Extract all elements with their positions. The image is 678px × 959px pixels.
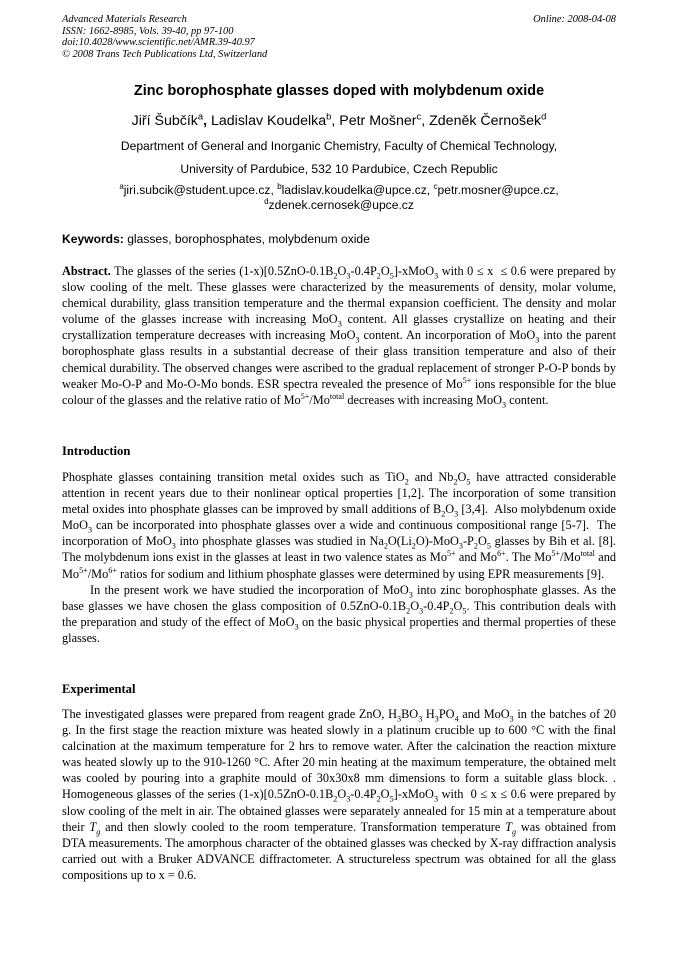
experimental-paragraph-1: The investigated glasses were prepared from reagent grade ZnO, $H_3BO_3$ $H_3PO_4$ and MoO$_3$ in the batches of 20 g. In the first stage the reaction mixture was heated slowly in a platinum crucible up to 600 °C with the final calcination at the maximum temperature for 2 hrs to remove water. After the calcination the reaction mixture was heated slowly up to the 910-1260 °C. After 20 min heating at the maximum temperature, the obtained melt was cooled by pouring into a graphite mould of 30x30x8 mm dimensions to form a suitable glass block. . Homogeneous glasses of the series $(1-x)[0.5ZnO-0.1B_2O_3-0.4P_2O_5]-xMoO_3$ with 0 ≤ x ≤ 0.6 were prepared by slow cooling of the melt in air. The obtained glasses were separately annealed for 15 min at a temperature about their $T_g$ and then slowly cooled to the room temperature. Transformation temperature $T_g$ was obtained from DTA measurements. The amorphous character of the obtained glasses was checked by X-ray diffraction analysis carried out with a Bruker ADVANCE diffractometer. A structureless spectrum was obtained for all the glass compositions up to x = 0.6.	[62, 707, 617, 882]
journal-header	[62, 14, 616, 60]
email-d[interactable]: $^d$zdenek.cernosek@upce.cz	[264, 196, 414, 212]
email-c[interactable]: $^c$petr.mosner@upce.cz,	[433, 181, 559, 197]
copyright-line: © 2008 Trans Tech Publications Ltd, Switzerland	[62, 48, 268, 60]
introduction-heading: Introduction	[62, 444, 131, 458]
author-4: Zdeněk Černošek$^d$	[429, 111, 547, 129]
author-2: Ladislav Koudelka$^b$,	[211, 111, 340, 129]
paper-title: Zinc borophosphate glasses doped with molybdenum oxide	[133, 83, 545, 99]
author-3: Petr Mošner$^c$,	[339, 111, 430, 129]
keywords-label: Keywords:	[62, 232, 124, 246]
keywords-text: glasses, borophosphates, molybdenum oxide	[123, 232, 370, 246]
experimental-heading: Experimental	[62, 682, 136, 696]
introduction-paragraph-2: In the present work we have studied the incorporation of MoO$_3$ into zinc borophosphate glasses. As the base glasses we have chosen the glass composition of $0.5ZnO-0.1B_2O_3-0.4P_2O_5$. This contribution deals with the preparation and study of the effect of MoO$_3$ on the basic physical properties and thermal properties of these glasses.	[62, 582, 616, 645]
email-list	[62, 183, 616, 213]
journal-name: Advanced Materials Research	[62, 14, 187, 25]
author-1: Jiří Šubčík$^a$,	[131, 111, 211, 129]
abstract-label: Abstract.	[62, 264, 111, 278]
abstract	[62, 263, 616, 408]
online-date: Online: 2008-04-08	[533, 14, 616, 25]
affiliation-line-2: University of Pardubice, 532 10 Pardubice, Czech Republic	[180, 162, 498, 176]
issn-line: ISSN: 1662-8985, Vols. 39-40, pp 97-100	[62, 25, 234, 37]
email-a[interactable]: $^a$jiri.subcik@student.upce.cz,	[119, 181, 278, 197]
keywords	[62, 232, 616, 246]
doi-line: doi:10.4028/www.scientific.net/AMR.39-40.97	[62, 37, 255, 49]
experimental-body	[62, 706, 616, 883]
introduction-paragraph-1: Phosphate glasses containing transition metal oxides such as TiO$_2$ and $Nb_2O_5$ have attracted considerable attention in recent years due to their nonlinear optical properties [1,2]. The incorporation of some transition metal oxides into phosphate glasses can be improved by small additions of $B_2O_3$ [3,4]. Also molybdenum oxide MoO$_3$ can be incorporated into phosphate glasses over a wide and continuous compositional range [5-7]. The incorporation of MoO$_3$ into phosphate glasses was studied in $Na_2O(Li_2O)-MoO_3-P_2O_5$ glasses by Bih et al. [8]. The molybdenum ions exist in the glasses at least in two valence states as $Mo^{5+}$ and $Mo^{6+}$. The $Mo^{5+}/Mo^{total}$ and $Mo^{5+}/Mo^{6+}$ ratios for sodium and lithium phosphate glasses were determined by using EPR measurements [9].	[62, 470, 617, 581]
email-b[interactable]: $^b$ladislav.koudelka@upce.cz,	[277, 181, 434, 197]
affiliation-line-1: Department of General and Inorganic Chemistry, Faculty of Chemical Technology,	[120, 139, 558, 153]
introduction-body	[62, 469, 616, 646]
abstract-text: The glasses of the series $(1-x)[0.5ZnO-0.1B_2O_3-0.4P_2O_5]-xMoO_3$ with 0 ≤ x ≤ 0.6 were prepared by slow cooling of the melt. These glasses were characterized by the measurements of density, molar volume, chemical durability, glass transition temperature and the thermal expansion coefficient. The density and molar volume of the glasses increase with increasing MoO$_3$ content. All glasses crystallize on heating and their crystallization temperature decreases with increasing MoO$_3$ content. An incorporation of MoO$_3$ into the parent borophosphate glass results in a substantial decrease of their glass transition temperature and also of their chemical durability. The observed changes were ascribed to the gradual replacement of stronger P-O-P bonds by weaker Mo-O-P and Mo-O-Mo bonds. ESR spectra revealed the presence of $Mo^{5+}$ ions responsible for the blue colour of the glasses and the relative ratio of $Mo^{5+}/Mo^{total}$ decreases with increasing MoO$_3$ content.	[62, 264, 617, 410]
author-list	[62, 113, 616, 129]
